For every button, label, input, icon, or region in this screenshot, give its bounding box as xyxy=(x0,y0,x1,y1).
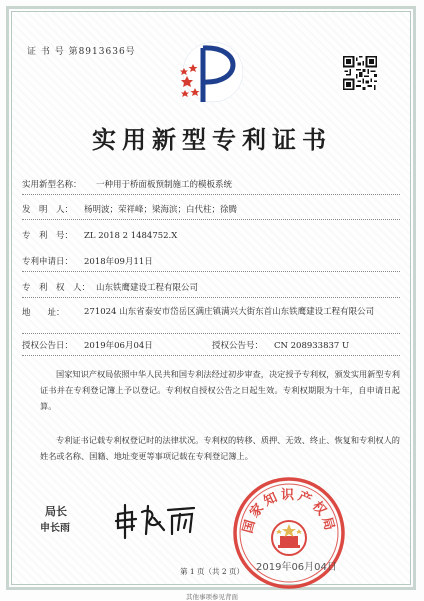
field-patentee xyxy=(22,281,198,293)
field-label: 专利申请日： xyxy=(22,257,74,267)
field-label: 专 利 权 人： xyxy=(22,283,91,293)
seal-date: 2019年06月04日 xyxy=(256,562,337,573)
statement-paragraph-2: 专利证书记载专利权登记时的法律状况。专利权的转移、质押、无效、终止、恢复和专利权人的姓名或名称、国籍、地址变更等事项记载在专利登记簿上。 xyxy=(40,435,400,461)
director-name: 申长雨 xyxy=(40,523,70,534)
field-grant-number xyxy=(212,339,349,351)
field-address xyxy=(22,306,394,319)
divider xyxy=(22,297,400,298)
field-value: 2019年06月04日 xyxy=(84,341,153,351)
field-inventors xyxy=(22,203,237,215)
cnipa-logo-icon xyxy=(173,38,249,108)
field-label: 地 址： xyxy=(22,308,65,318)
field-application-date xyxy=(22,255,153,267)
field-value: CN 208933837 U xyxy=(274,341,350,351)
field-value: ZL 2018 2 1484752.X xyxy=(84,231,178,241)
field-label: 专 利 号： xyxy=(22,231,74,241)
field-label: 授权公告号： xyxy=(212,341,264,351)
divider xyxy=(22,271,400,272)
divider xyxy=(22,194,400,195)
field-value: 山东铁鹰建设工程有限公司 xyxy=(96,283,199,293)
divider xyxy=(22,333,400,334)
divider xyxy=(22,355,400,356)
certificate-title: 实用新型专利证书 xyxy=(92,125,332,154)
certificate-number: 证 书 号 第8913636号 xyxy=(27,47,136,57)
page-number: 第 1 页（共 2 页） xyxy=(179,567,245,576)
field-label: 发 明 人： xyxy=(22,205,74,215)
qr-code-icon xyxy=(343,56,377,90)
field-value: 一种用于桥面板预制施工的模板系统 xyxy=(96,180,233,190)
field-patent-number xyxy=(22,229,177,241)
field-label: 授权公告日： xyxy=(22,341,74,351)
field-value: 2018年09月11日 xyxy=(84,257,153,267)
seal-text: 国家知识产权局 xyxy=(240,488,338,535)
divider xyxy=(22,219,400,220)
director-signature-icon xyxy=(110,500,200,540)
statement-paragraph-1: 国家知识产权局依照中华人民共和国专利法经过初步审查，决定授予专利权，颁发实用新型专利证书并在专利登记簿上予以登记。专利权自授权公告之日起生效。专利权期限为十年，自申请日起算。 xyxy=(40,369,400,411)
director-title: 局长 xyxy=(45,505,67,518)
footer-note: 其他事项参见背面 xyxy=(186,593,238,601)
field-label: 实用新型名称： xyxy=(22,180,82,190)
field-value: 271024 山东省泰安市岱岳区满庄镇满兴大街东首山东铁鹰建设工程有限公司 xyxy=(84,307,375,317)
field-value: 杨明波；荣祥峰；梁海滨；白代柱；徐腾 xyxy=(84,205,238,215)
field-utility-model-name xyxy=(22,178,232,190)
field-grant-date xyxy=(22,339,153,351)
